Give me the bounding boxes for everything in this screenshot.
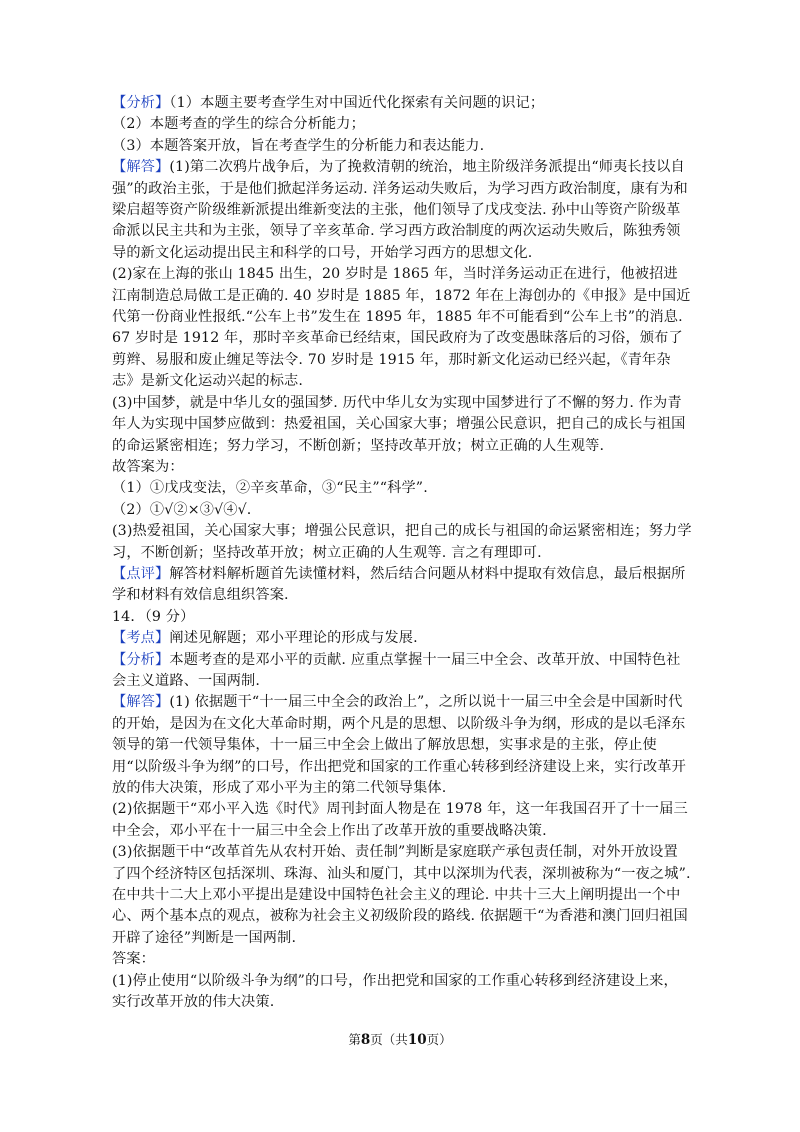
section-tag: 【分析】 bbox=[112, 95, 170, 111]
paragraph bbox=[112, 93, 692, 114]
page-total: 10 bbox=[407, 1032, 427, 1048]
paragraph bbox=[112, 114, 692, 135]
section-tag: 【分析】 bbox=[112, 651, 170, 668]
paragraph bbox=[112, 136, 692, 157]
paragraph bbox=[112, 157, 692, 264]
paragraph bbox=[112, 500, 692, 521]
paragraph-text: （3）本题答案开放，旨在考查学生的分析能力和表达能力. bbox=[112, 137, 485, 154]
section-tag: 【点评】 bbox=[112, 565, 170, 582]
footer-mid: 页（共 bbox=[370, 1032, 408, 1047]
page-footer bbox=[0, 1032, 800, 1048]
paragraph-text: 答案： bbox=[112, 951, 156, 968]
paragraph bbox=[112, 393, 692, 457]
page-number: 8 bbox=[360, 1032, 371, 1048]
paragraph-text: (1)第二次鸦片战争后，为了挽救清朝的统治，地主阶级洋务派提出“师夷长技以自强”的政治主张，于是他们掀起洋务运动. 洋务运动失败后，为学习西方政治制度，康有为和梁启超等资产阶级维新派提出维新变法的主张，他们领导了戊戌变法. 孙中山等资产阶级革命派以民主共和为主张，领导了辛亥革命. 学习西方政治制度的两次运动失败后，陈独秀领导的新文化运动提出民主和科学的口号，开始学习西方的思想文化. bbox=[112, 159, 688, 261]
paragraph bbox=[112, 628, 692, 649]
paragraph-text: 本题考查的是邓小平的贡献. 应重点掌握十一届三中全会、改革开放、中国特色社会主义道路、一国两制. bbox=[112, 651, 681, 689]
paragraph bbox=[112, 457, 692, 478]
paragraph-text: （1）本题主要考查学生对中国近代化探索有关问题的识记； bbox=[169, 95, 545, 111]
paragraph bbox=[112, 478, 692, 499]
section-tag: 【解答】 bbox=[112, 159, 170, 176]
paragraph bbox=[112, 650, 692, 693]
paragraph bbox=[112, 692, 692, 799]
paragraph-text: （2）本题考查的学生的综合分析能力； bbox=[112, 116, 365, 133]
paragraph-text: (2)依据题干“邓小平入选《时代》周刊封面人物是在 1978 年，这一年我国召开了十一届三中全会，邓小平在十一届三中全会上作出了改革开放的重要战略决策. bbox=[112, 801, 688, 839]
paragraph bbox=[112, 949, 692, 970]
paragraph-text: (3)热爱祖国，关心国家大事；增强公民意识，把自己的成长与祖国的命运紧密相连；努力学习，不断创新；坚持改革开放；树立正确的人生观等. 言之有理即可. bbox=[112, 523, 692, 561]
paragraph-text: 阐述见解题；邓小平理论的形成与发展. bbox=[169, 630, 418, 647]
paragraph-text: (2)家在上海的张山 1845 出生，20 岁时是 1865 年，当时洋务运动正在进行，他被招进江南制造总局做工是正确的. 40 岁时是 1885 年，1872 年在上海创办的《申报》是中国近代第一份商业性报纸.“公车上书”发生在 1895 年，1885 年不可能看到“公车上书”的消息. 67 岁时是 1912 年，那时辛亥革命已经结束，国民政府为了改变愚昧落后的习俗，颁布了剪辫、易服和废止缠足等法令. 70 岁时是 1915 年，那时新文化运动已经兴起，《青年杂志》是新文化运动兴起的标志. bbox=[112, 266, 691, 390]
paragraph-text: (1) 依据题干“十一届三中全会的政治上”，之所以说十一届三中全会是中国新时代的开始，是因为在文化大革命时期，两个凡是的思想、以阶级斗争为纲，形成的是以毛泽东领导的第一代领导集体，十一届三中全会上做出了解放思想，实事求是的主张，停止使用“以阶级斗争为纲”的口号，作出把党和国家的工作重心转移到经济建设上来，实行改革开放的伟大决策，形成了邓小平为主的第二代领导集体. bbox=[112, 694, 686, 796]
paragraph bbox=[112, 971, 692, 1014]
footer-suffix: 页） bbox=[426, 1032, 452, 1047]
paragraph bbox=[112, 264, 692, 392]
paragraph-text: （2）①√②×③√④√. bbox=[112, 501, 252, 518]
paragraph bbox=[112, 799, 692, 842]
paragraph-text: （1）①戊戌变法，②辛亥革命，③“民主”“科学”. bbox=[112, 480, 428, 497]
footer-prefix: 第 bbox=[348, 1032, 361, 1047]
document-body bbox=[112, 93, 692, 1013]
paragraph bbox=[112, 842, 692, 949]
paragraph bbox=[112, 521, 692, 564]
paragraph-text: 故答案为： bbox=[112, 458, 184, 475]
question-heading bbox=[112, 607, 692, 628]
paragraph-text: (3)依据题干中“改革首先从农村开始、责任制”判断是家庭联产承包责任制，对外开放设置了四个经济特区包括深圳、珠海、汕头和厦门，其中以深圳为代表，深圳被称为“一夜之城”. 在中共十二大上邓小平提出是建设中国特色社会主义的理论. 中共十三大上阐明提出一个中心、两个基本点的观点，被称为社会主义初级阶段的路线. 依据题干“为香港和澳门回归祖国开辟了途径”判断是一国两制. bbox=[112, 844, 691, 946]
section-tag: 【解答】 bbox=[112, 694, 170, 711]
paragraph-text: 14．（9 分） bbox=[112, 608, 195, 625]
paragraph bbox=[112, 564, 692, 607]
section-tag: 【考点】 bbox=[112, 630, 170, 647]
paragraph-text: (3)中国梦，就是中华儿女的强国梦. 历代中华儿女为实现中国梦进行了不懈的努力. 作为青年人为实现中国梦应做到：热爱祖国，关心国家大事；增强公民意识，把自己的成长与祖国的命运紧密相连；努力学习，不断创新；坚持改革开放；树立正确的人生观等. bbox=[112, 394, 686, 454]
paragraph-text: 解答材料解析题首先读懂材料，然后结合问题从材料中提取有效信息，最后根据所学和材料有效信息组织答案. bbox=[112, 565, 686, 604]
paragraph-text: (1)停止使用“以阶级斗争为纲”的口号，作出把党和国家的工作重心转移到经济建设上来，实行改革开放的伟大决策. bbox=[112, 972, 678, 1011]
